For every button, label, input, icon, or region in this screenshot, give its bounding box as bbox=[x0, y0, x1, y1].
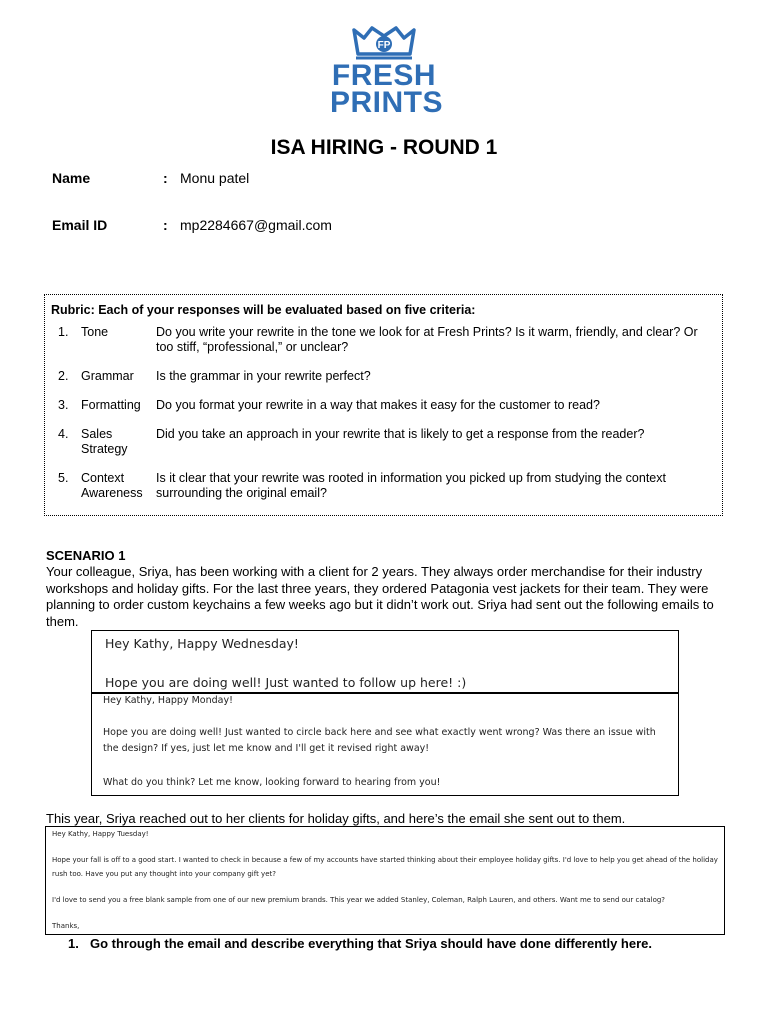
criterion-description: Do you format your rewrite in a way that makes it easy for the customer to read? bbox=[156, 398, 600, 412]
logo-wordmark-line1: FRESH bbox=[331, 59, 437, 92]
criterion-number: 4. bbox=[58, 427, 69, 441]
criterion-name: Tone bbox=[81, 325, 109, 339]
email-body: Hope your fall is off to a good start. I wanted to check in because a few of my accounts have started thinking about their employee holiday gifts. I'd love to help you get ahead of the holiday rush too. Have you put any thought into your company gift yet? bbox=[52, 856, 718, 878]
email-closing: What do you think? Let me know, looking forward to hearing from you! bbox=[103, 777, 441, 788]
email-greeting: Hey Kathy, Happy Monday! bbox=[103, 695, 233, 706]
rubric-heading: Rubric: Each of your responses will be evaluated based on five criteria: bbox=[51, 303, 476, 317]
scenario-heading: SCENARIO 1 bbox=[46, 548, 126, 563]
name-colon: : bbox=[163, 170, 168, 186]
rubric-box bbox=[44, 294, 723, 516]
email-greeting: Hey Kathy, Happy Wednesday! bbox=[105, 636, 299, 651]
email-label: Email ID bbox=[52, 217, 108, 233]
svg-text:FP: FP bbox=[377, 40, 391, 51]
question-text: Go through the email and describe everything that Sriya should have done differently here. bbox=[90, 936, 653, 951]
email-signoff: Thanks, bbox=[52, 922, 80, 930]
email-value: mp2284667@gmail.com bbox=[180, 217, 332, 233]
name-value: Monu patel bbox=[180, 170, 250, 186]
criterion-description: Is it clear that your rewrite was rooted in information you picked up from studying the context surrounding the original email? bbox=[156, 471, 666, 500]
scenario-intro: Your colleague, Sriya, has been working with a client for 2 years. They always order merchandise for their industry workshops and holiday gifts. For the last three years, they ordered Patagonia vest jackets for their team. They were planning to order custom keychains a few weeks ago but it didn’t work out. Sriya had sent out the following emails to them. bbox=[46, 564, 714, 629]
fresh-prints-logo bbox=[330, 24, 444, 124]
logo-wordmark-line2: PRINTS bbox=[330, 86, 444, 119]
criterion-name: Sales Strategy bbox=[81, 427, 128, 456]
email-screenshot-3 bbox=[45, 826, 725, 935]
email-body: Hope you are doing well! Just wanted to circle back here and see what exactly went wrong? Was there an issue with the design? If yes, just let me know and I'll get it revised right away! bbox=[103, 727, 656, 754]
criterion-number: 3. bbox=[58, 398, 69, 412]
criterion-name: Grammar bbox=[81, 369, 134, 383]
criterion-name: Formatting bbox=[81, 398, 141, 412]
criterion-description: Is the grammar in your rewrite perfect? bbox=[156, 369, 371, 383]
criterion-description: Did you take an approach in your rewrite that is likely to get a response from the reader? bbox=[156, 427, 645, 441]
criterion-number: 2. bbox=[58, 369, 69, 383]
page-title: ISA HIRING - ROUND 1 bbox=[270, 136, 498, 159]
question-1 bbox=[68, 936, 652, 951]
criterion-number: 1. bbox=[58, 325, 69, 339]
criterion-number: 5. bbox=[58, 471, 69, 485]
criterion-description: Do you write your rewrite in the tone we look for at Fresh Prints? Is it warm, friendly, and clear? Or too stiff, “professional,” or unclear? bbox=[156, 325, 698, 354]
email-screenshot-1 bbox=[91, 630, 679, 694]
name-label: Name bbox=[52, 170, 91, 186]
criterion-name: Context Awareness bbox=[81, 471, 143, 500]
email-greeting: Hey Kathy, Happy Tuesday! bbox=[52, 830, 149, 838]
question-number: 1. bbox=[68, 936, 79, 951]
email-colon: : bbox=[163, 217, 168, 233]
email-body: Hope you are doing well! Just wanted to follow up here! :) bbox=[105, 675, 467, 690]
crown-fp-icon bbox=[350, 24, 418, 62]
email-screenshot-2 bbox=[91, 692, 679, 796]
transition-text: This year, Sriya reached out to her clients for holiday gifts, and here’s the email she sent out to them. bbox=[46, 811, 626, 826]
email-body: I'd love to send you a free blank sample from one of our new premium brands. This year we added Stanley, Coleman, Ralph Lauren, and others. Want me to send our catalog? bbox=[52, 896, 666, 904]
